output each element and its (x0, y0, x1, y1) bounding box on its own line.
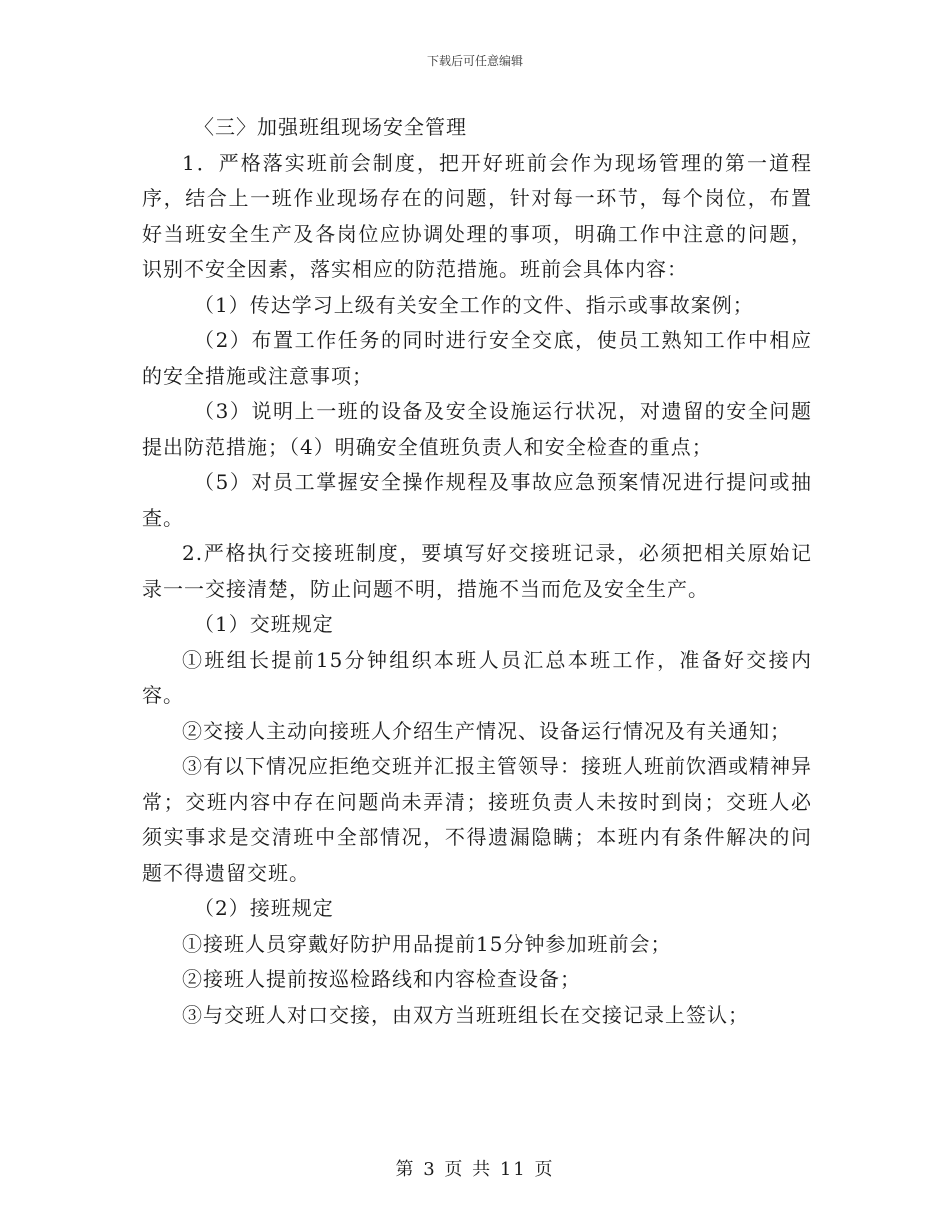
paragraph: ①班组长提前15分钟组织本班人员汇总本班工作，准备好交接内容。 (142, 647, 812, 707)
page-footer: 第 3 页 共 11 页 (395, 1159, 555, 1180)
paragraph: （1）传达学习上级有关安全工作的文件、指示或事故案例； (194, 292, 754, 317)
paragraph: （5）对员工掌握安全操作规程及事故应急预案情况进行提问或抽查。 (142, 470, 812, 530)
paragraph: 2.严格执行交接班制度，要填写好交接班记录，必须把相关原始记录一一交接清楚，防止问题不明，措施不当而危及安全生产。 (142, 541, 812, 601)
paragraph: （2）接班规定 (194, 896, 334, 920)
paragraph: ③有以下情况应拒绝交班并汇报主管领导：接班人班前饮酒或精神异常；交班内容中存在问题尚未弄清；接班负责人未按时到岗；交班人必须实事求是交清班中全部情况，不得遗漏隐瞒；本班内有条件解决的问题不得遗留交班。 (142, 754, 812, 885)
paragraph: 1．严格落实班前会制度，把开好班前会作为现场管理的第一道程序，结合上一班作业现场存在的问题，针对每一环节，每个岗位，布置好当班安全生产及各岗位应协调处理的事项，明确工作中注意的问题，识别不安全因素，落实相应的防范措施。班前会具体内容： (142, 150, 812, 281)
paragraph: （1）交班规定 (194, 612, 334, 636)
paragraph: ②接班人提前按巡检路线和内容检查设备； (182, 967, 581, 991)
paragraph: （2）布置工作任务的同时进行安全交底，使员工熟知工作中相应的安全措施或注意事项； (142, 328, 812, 388)
page-header: 下载后可任意编辑 (426, 54, 523, 68)
document-body (142, 110, 812, 1033)
section-heading: 〈三〉加强班组现场安全管理 (194, 115, 467, 139)
paragraph: ②交接人主动向接班人介绍生产情况、设备运行情况及有关通知； (182, 718, 791, 743)
paragraph: ①接班人员穿戴好防护用品提前15分钟参加班前会； (182, 931, 672, 956)
paragraph: ③与交班人对口交接，由双方当班班组长在交接记录上签认； (182, 1002, 749, 1027)
paragraph: （3）说明上一班的设备及安全设施运行状况，对遗留的安全问题提出防范措施；（4）明确安全值班负责人和安全检查的重点； (142, 399, 812, 459)
